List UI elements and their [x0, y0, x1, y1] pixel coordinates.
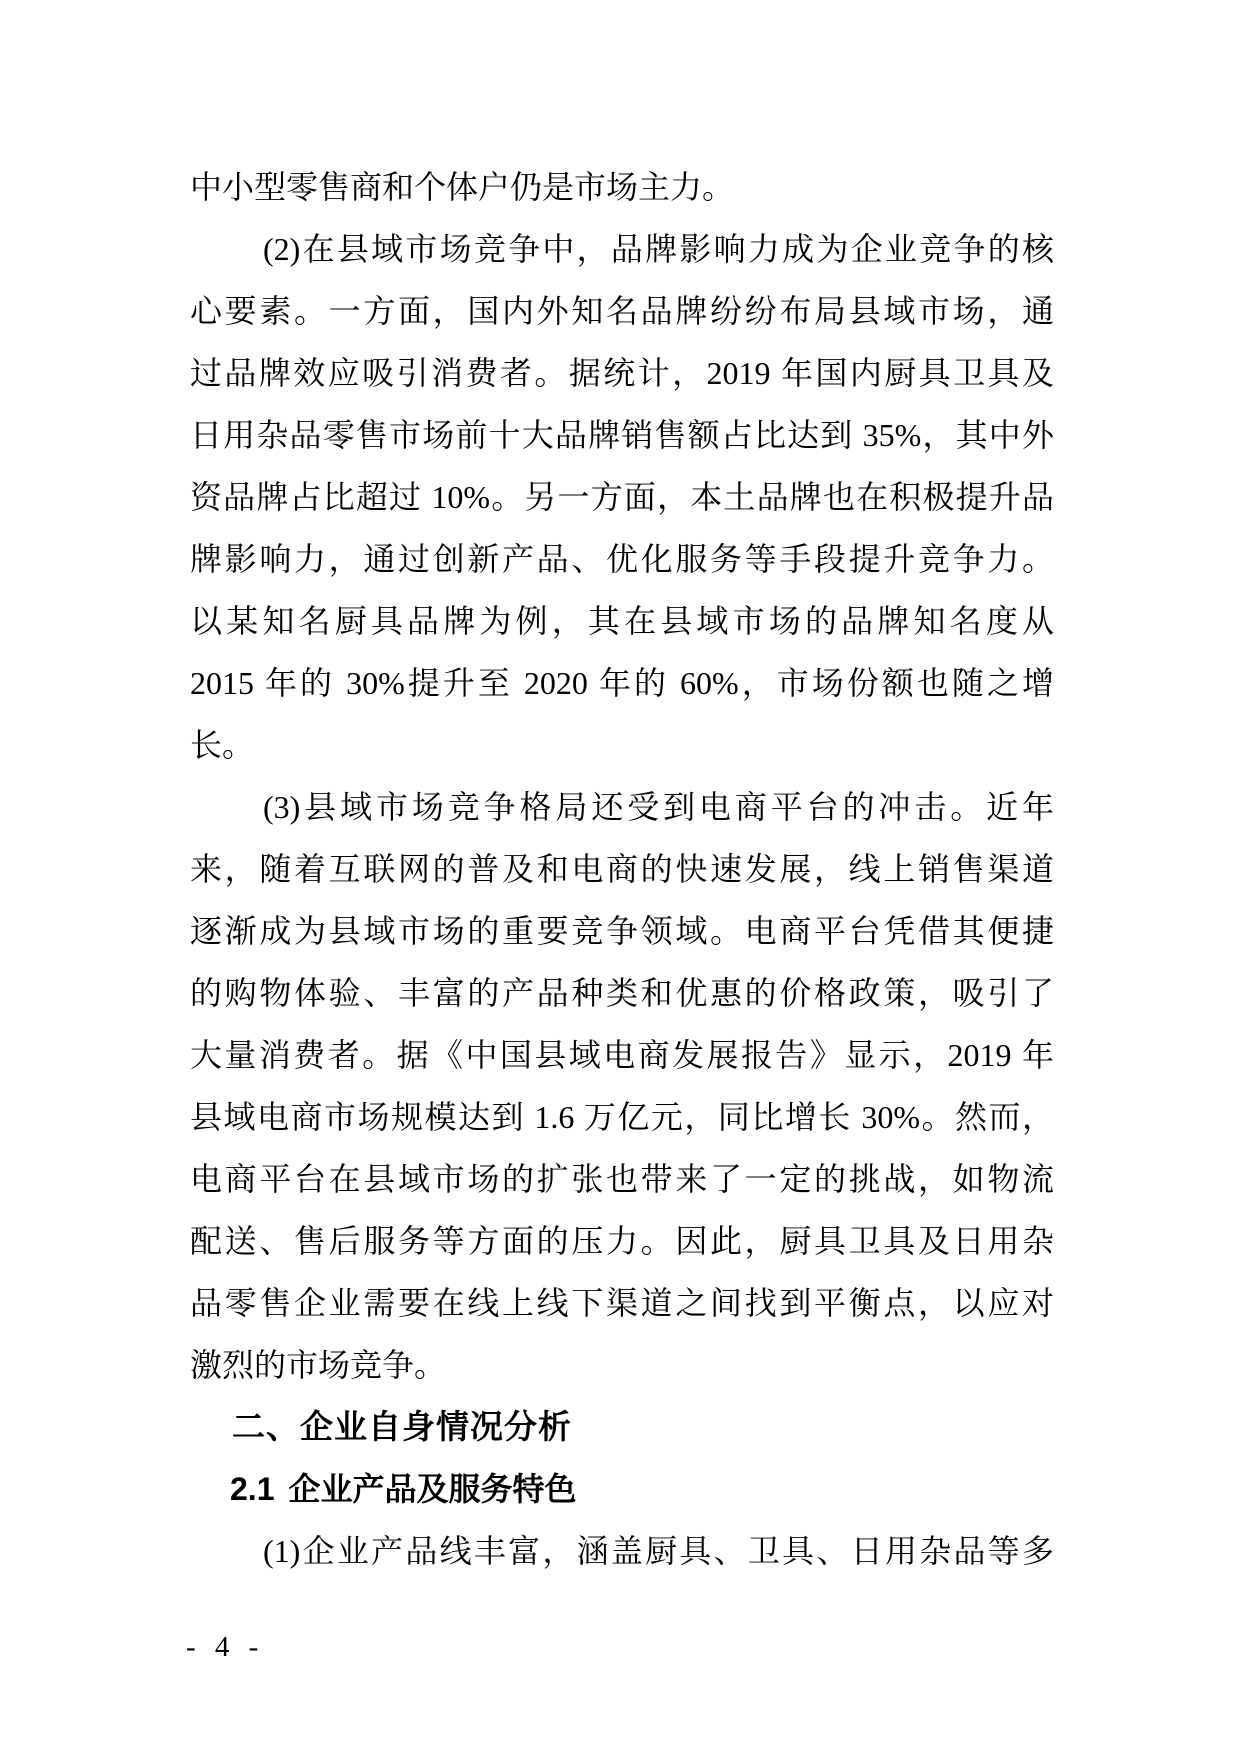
- text-line: 中小型零售商和个体户仍是市场主力。: [190, 169, 735, 205]
- section-heading: 二、企业自身情况分析: [232, 1408, 572, 1445]
- text-line: 大量消费者。据《中国县域电商发展报告》显示，2019 年: [190, 1037, 1054, 1073]
- text-line: 心要素。一方面，国内外知名品牌纷纷布局县域市场，通: [190, 293, 1054, 329]
- document-body: [190, 156, 1054, 1582]
- paragraph: [190, 1520, 1054, 1582]
- text-line: 品零售企业需要在线上线下渠道之间找到平衡点，以应对: [190, 1285, 1054, 1321]
- text-line: (3)县域市场竞争格局还受到电商平台的冲击。近年: [263, 789, 1054, 825]
- heading-text: 企业产品及服务特色: [288, 1471, 577, 1507]
- paragraph: [190, 776, 1054, 1396]
- text-line: 牌影响力，通过创新产品、优化服务等手段提升竞争力。: [190, 541, 1054, 577]
- text-line: (2)在县域市场竞争中，品牌影响力成为企业竞争的核: [263, 231, 1054, 267]
- text-line: (1)企业产品线丰富，涵盖厨具、卫具、日用杂品等多: [263, 1533, 1054, 1569]
- text-line: 的购物体验、丰富的产品种类和优惠的价格政策，吸引了: [190, 975, 1054, 1011]
- paragraph: [190, 156, 1054, 218]
- text-line: 来，随着互联网的普及和电商的快速发展，线上销售渠道: [190, 851, 1054, 887]
- text-line: 逐渐成为县域市场的重要竞争领域。电商平台凭借其便捷: [190, 913, 1054, 949]
- subsection-heading: [190, 1458, 1054, 1520]
- text-line: 2015 年的 30%提升至 2020 年的 60%，市场份额也随之增: [190, 665, 1054, 701]
- text-line: 配送、售后服务等方面的压力。因此，厨具卫具及日用杂: [190, 1223, 1054, 1259]
- paragraph: [190, 218, 1054, 776]
- text-line: 过品牌效应吸引消费者。据统计，2019 年国内厨具卫具及: [190, 355, 1054, 391]
- heading-number: 2.1: [230, 1471, 275, 1507]
- text-line: 日用杂品零售市场前十大品牌销售额占比达到 35%，其中外: [190, 417, 1054, 453]
- text-line: 激烈的市场竞争。: [190, 1347, 447, 1383]
- text-line: 长。: [190, 727, 255, 763]
- text-line: 县域电商市场规模达到 1.6 万亿元，同比增长 30%。然而，: [190, 1099, 1054, 1135]
- text-line: 资品牌占比超过 10%。另一方面，本土品牌也在积极提升品: [190, 479, 1054, 515]
- page-number: - 4 -: [186, 1631, 265, 1663]
- text-line: 电商平台在县域市场的扩张也带来了一定的挑战，如物流: [190, 1161, 1054, 1197]
- text-line: 以某知名厨具品牌为例，其在县域市场的品牌知名度从: [190, 603, 1054, 639]
